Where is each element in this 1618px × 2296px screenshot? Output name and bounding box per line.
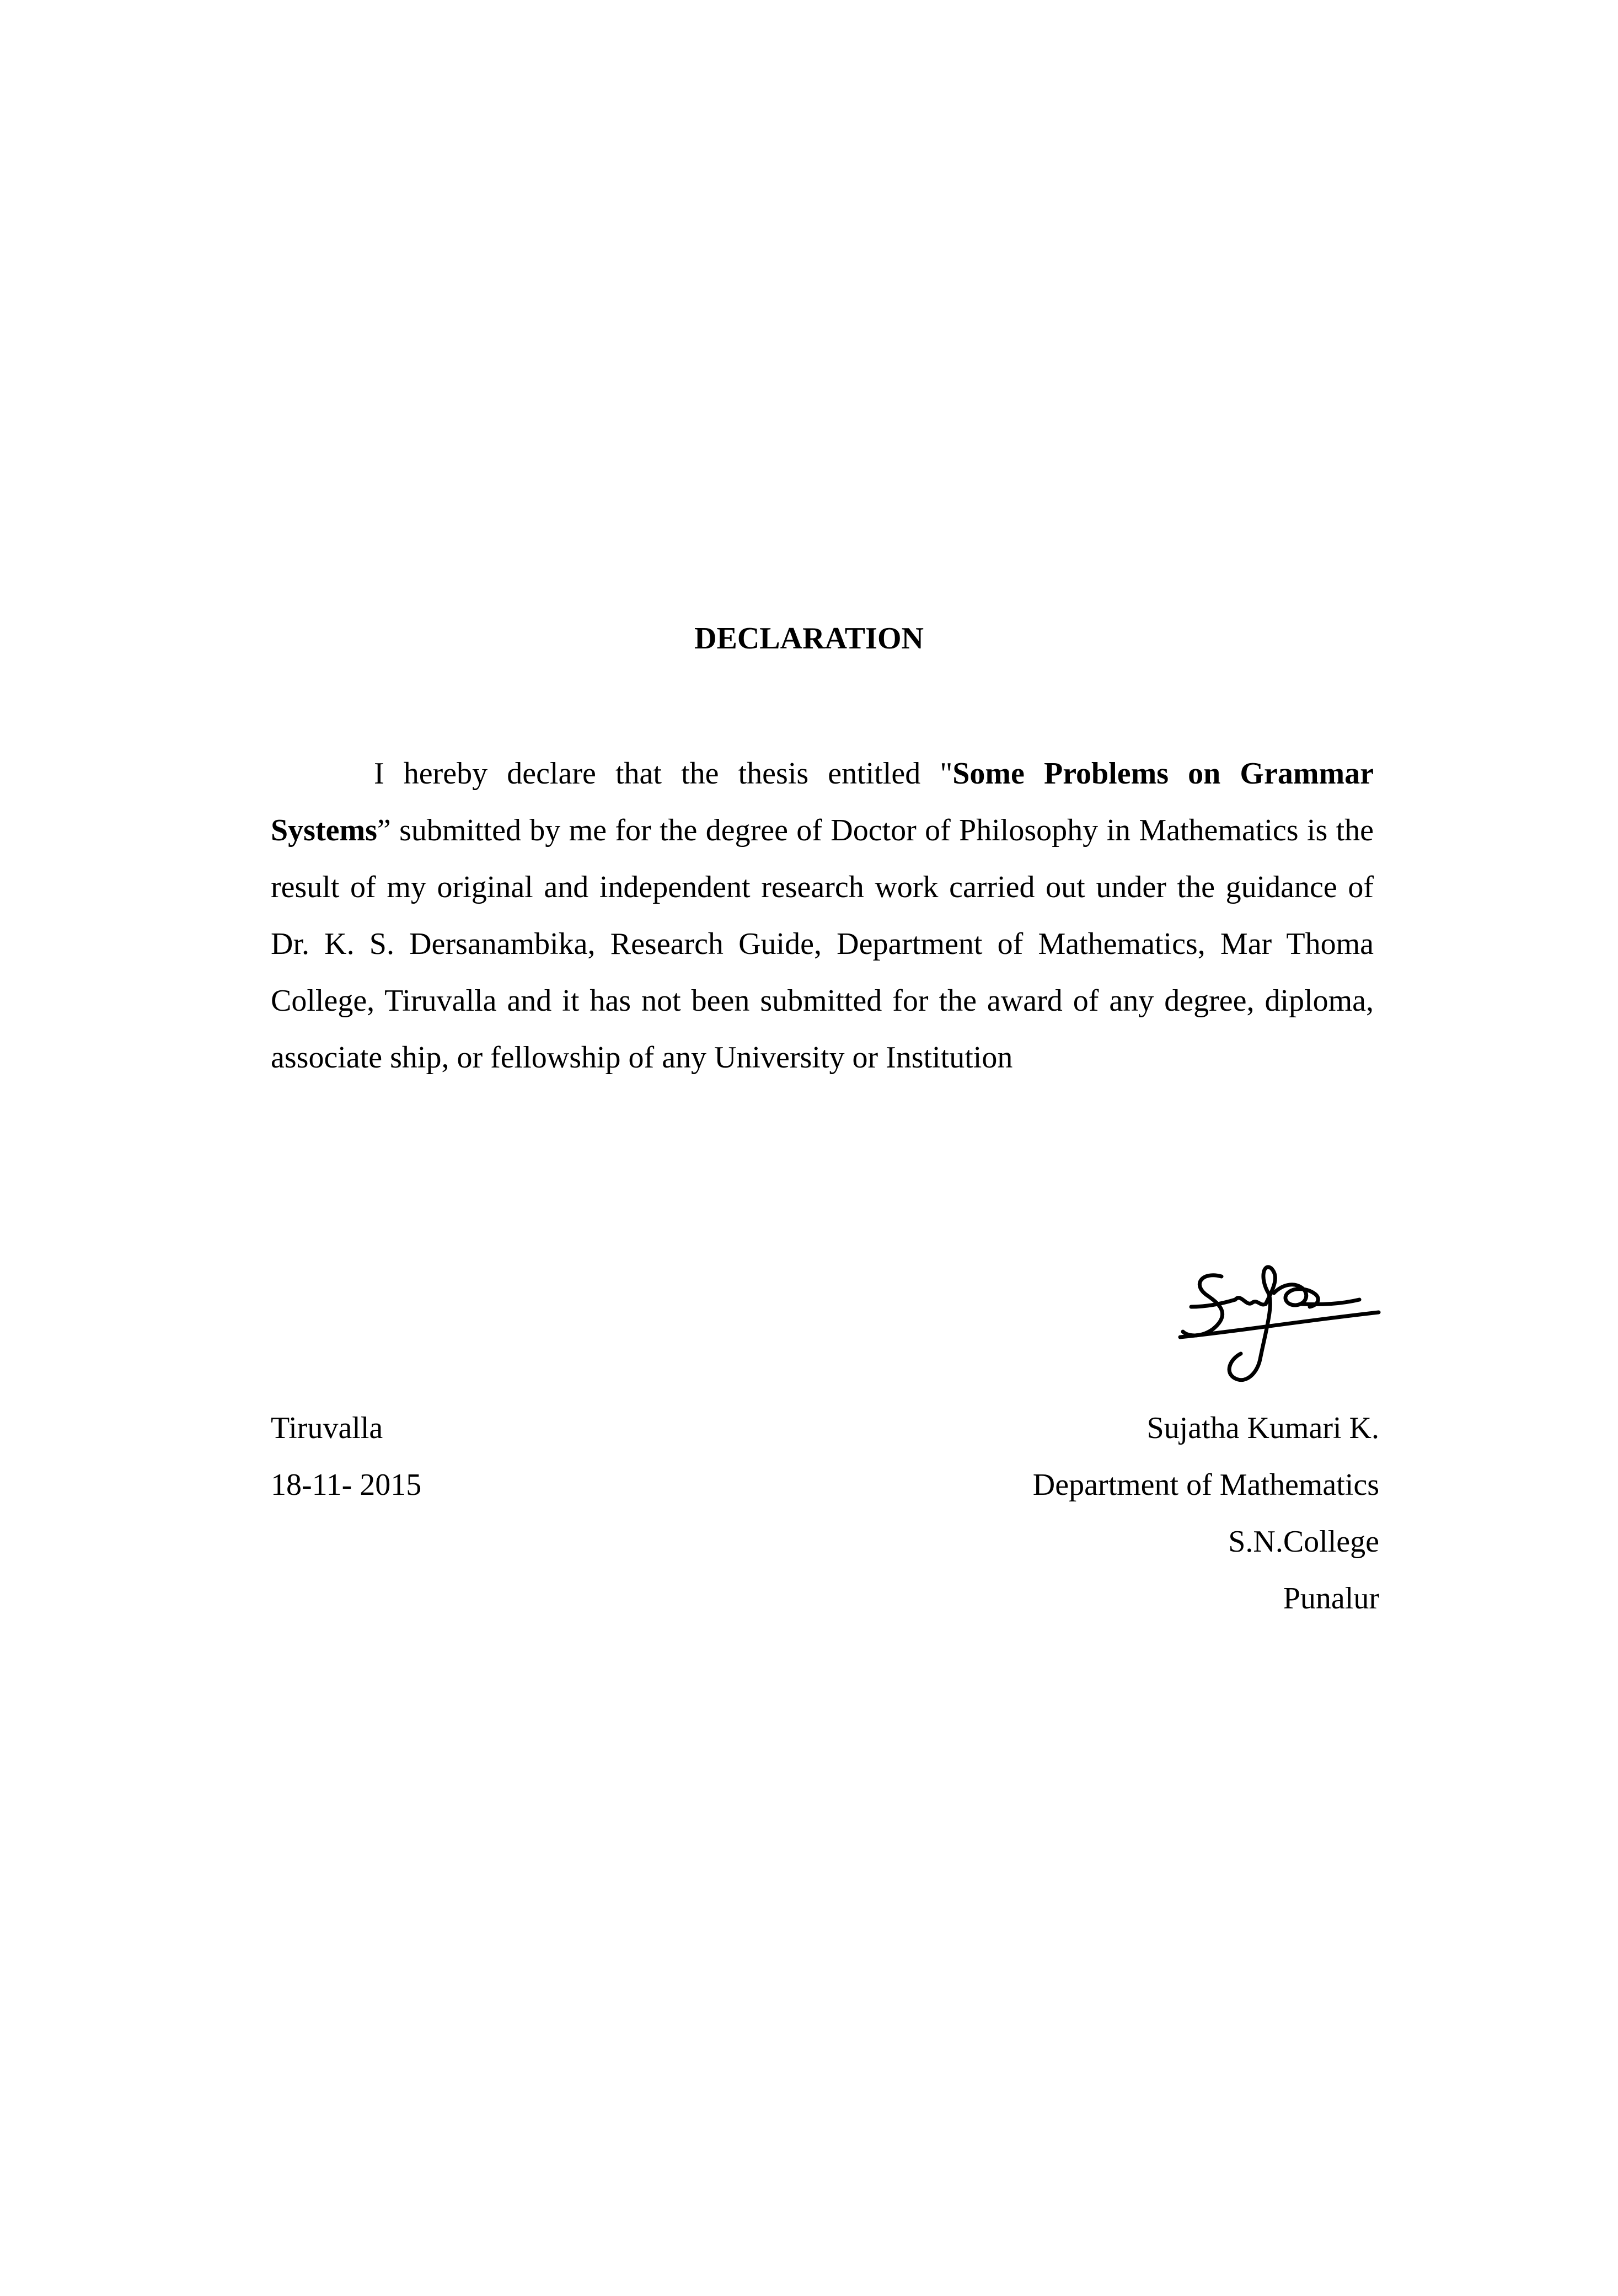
page-title: DECLARATION	[694, 621, 924, 656]
paragraph-body: ” submitted by me for the degree of Doctor of Philosophy in Mathematics is the result of my original and independent research work carried out under the guidance of Dr. K. S. Dersanambika, Research Guide, Department of Mathematics, Mar Thoma College, Tiruvalla and it has not been submitted for the award of any degree, diploma, associate ship, or fellowship of any University or Institution	[271, 813, 1374, 1075]
signatory-name: Sujatha Kumari K.	[1146, 1411, 1379, 1445]
signatory-city: Punalur	[1283, 1581, 1379, 1616]
date: 18-11- 2015	[271, 1468, 422, 1502]
declaration-paragraph	[271, 745, 1374, 1086]
thesis-title: Some Problems on Grammar Systems	[271, 757, 1374, 847]
signatory-department: Department of Mathematics	[1032, 1468, 1379, 1502]
signatory-college: S.N.College	[1228, 1525, 1379, 1559]
paragraph-intro: I hereby declare that the thesis entitled "	[374, 757, 953, 791]
handwritten-signature	[1169, 1254, 1384, 1395]
place: Tiruvalla	[271, 1411, 383, 1445]
